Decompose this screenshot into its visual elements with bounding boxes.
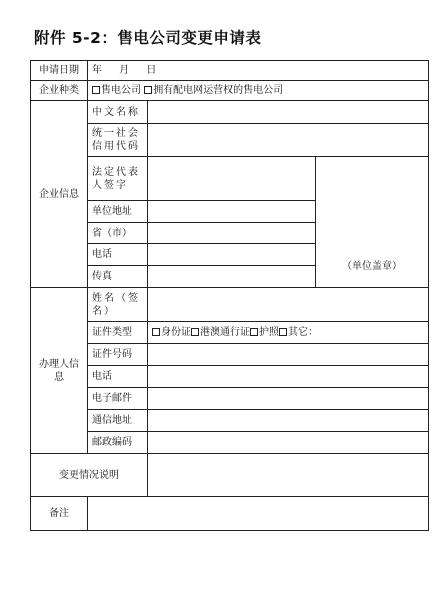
postcode-field[interactable] (148, 432, 429, 454)
company-type-options (88, 81, 429, 101)
handler-name-row (31, 288, 429, 322)
id-type-options (148, 322, 429, 344)
change-desc-label: 变更情况说明 (31, 454, 148, 497)
handler-phone-row (31, 366, 429, 388)
option-other[interactable]: 其它： (279, 326, 318, 339)
fax-label: 传真 (88, 266, 148, 288)
address-field[interactable] (148, 201, 316, 223)
option-hk-macau-permit[interactable]: 港澳通行证 (191, 326, 250, 339)
handler-phone-label: 电话 (88, 366, 148, 388)
legal-rep-label: 法定代表人签字 (88, 157, 148, 201)
credit-code-label: 统一社会信用代码 (88, 124, 148, 157)
option-passport[interactable]: 护照 (250, 326, 279, 339)
id-number-row (31, 344, 429, 366)
remarks-field[interactable] (88, 497, 429, 531)
id-number-field[interactable] (148, 344, 429, 366)
apply-date-field[interactable]: 年 月 日 (88, 61, 429, 81)
postal-address-label: 通信地址 (88, 410, 148, 432)
fax-field[interactable] (148, 266, 316, 288)
handler-phone-field[interactable] (148, 366, 429, 388)
postcode-label: 邮政编码 (88, 432, 148, 454)
cn-name-label: 中文名称 (88, 101, 148, 124)
company-type-label: 企业种类 (31, 81, 88, 101)
postal-address-field[interactable] (148, 410, 429, 432)
credit-code-row (31, 124, 429, 157)
email-row (31, 388, 429, 410)
application-form (30, 60, 429, 531)
id-type-row (31, 322, 429, 344)
legal-rep-field[interactable] (148, 157, 316, 201)
cn-name-row (31, 101, 429, 124)
handler-name-field[interactable] (148, 288, 429, 322)
seal-label: （单位盖章） (342, 261, 402, 272)
checkbox[interactable] (144, 86, 152, 94)
id-number-label: 证件号码 (88, 344, 148, 366)
postcode-row (31, 432, 429, 454)
apply-date-row (31, 61, 429, 81)
address-label: 单位地址 (88, 201, 148, 223)
id-type-label: 证件类型 (88, 322, 148, 344)
remarks-label: 备注 (31, 497, 88, 531)
email-label: 电子邮件 (88, 388, 148, 410)
province-label: 省（市） (88, 223, 148, 244)
handler-name-label: 姓名（签名） (88, 288, 148, 322)
email-field[interactable] (148, 388, 429, 410)
option-retail-company[interactable]: 售电公司 (92, 84, 141, 97)
cn-name-field[interactable] (148, 101, 429, 124)
checkbox[interactable] (92, 86, 100, 94)
phone-field[interactable] (148, 244, 316, 266)
option-distribution-retail-company[interactable]: 拥有配电网运营权的售电公司 (144, 84, 283, 97)
apply-date-label: 申请日期 (31, 61, 88, 81)
option-id-card[interactable]: 身份证 (152, 326, 191, 339)
change-desc-row (31, 454, 429, 497)
checkbox[interactable] (250, 328, 258, 336)
company-type-row (31, 81, 429, 101)
checkbox[interactable] (152, 328, 160, 336)
checkbox[interactable] (279, 328, 287, 336)
page-title: 附件 5-2：售电公司变更申请表 (34, 29, 262, 47)
legal-rep-row (31, 157, 429, 201)
checkbox[interactable] (191, 328, 199, 336)
handler-info-label: 办理人信息 (31, 288, 88, 454)
postal-address-row (31, 410, 429, 432)
province-field[interactable] (148, 223, 316, 244)
credit-code-field[interactable] (148, 124, 429, 157)
phone-label: 电话 (88, 244, 148, 266)
company-info-label: 企业信息 (31, 101, 88, 288)
seal-area (316, 157, 429, 288)
remarks-row (31, 497, 429, 531)
change-desc-field[interactable] (148, 454, 429, 497)
